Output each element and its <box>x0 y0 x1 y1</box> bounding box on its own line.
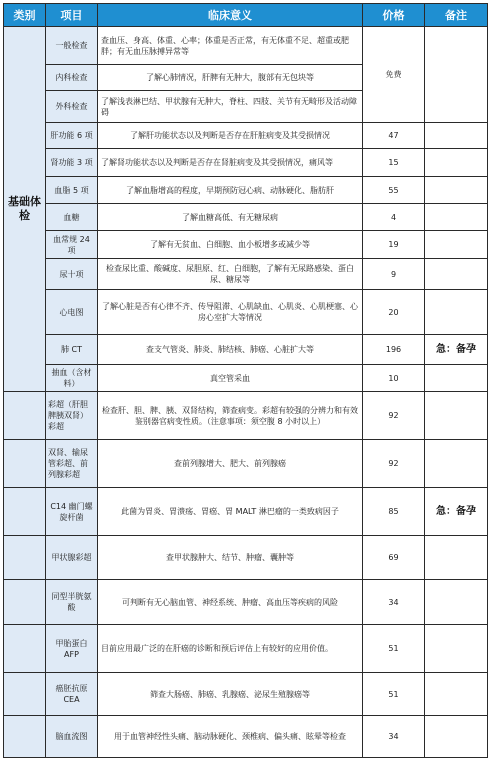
meaning-cell: 了解血糖高低、有无糖尿病 <box>98 204 363 231</box>
item-cell: 外科检查 <box>46 91 98 123</box>
item-cell: 彩超（肝胆脾胰双肾）彩超 <box>46 392 98 440</box>
header-row <box>4 4 488 27</box>
price-cell: 9 <box>363 259 425 290</box>
header-note: 备注 <box>425 4 488 27</box>
table-row <box>4 716 488 758</box>
meaning-cell: 检查尿比重、酸碱度、尿胆原、红、白细胞，了解有无尿路感染、蛋白尿、糖尿等 <box>98 259 363 290</box>
price-cell: 34 <box>363 716 425 758</box>
table-row <box>4 123 488 149</box>
price-cell: 4 <box>363 204 425 231</box>
table-row <box>4 290 488 335</box>
header-category: 类别 <box>4 4 46 27</box>
table-row <box>4 392 488 440</box>
note-cell: 急：备孕 <box>425 335 488 365</box>
item-cell: 血脂 5 项 <box>46 177 98 204</box>
table-row <box>4 625 488 673</box>
exam-price-sheet <box>3 3 488 758</box>
item-cell: 甲胎蛋白 AFP <box>46 625 98 673</box>
price-cell: 196 <box>363 335 425 365</box>
header-meaning: 临床意义 <box>98 4 363 27</box>
note-cell <box>425 204 488 231</box>
meaning-cell: 此菌为胃炎、胃溃疡、胃癌、胃 MALT 淋巴瘤的一类致病因子 <box>98 488 363 536</box>
note-cell <box>425 392 488 440</box>
meaning-cell: 查血压、身高、体重、心率；体重是否正常，有无体重不足、超重或肥胖；有无血压脉搏异常等 <box>98 27 363 65</box>
item-cell: 心电图 <box>46 290 98 335</box>
meaning-cell: 了解有无贫血、白细胞、血小板增多或减少等 <box>98 231 363 259</box>
note-cell <box>425 259 488 290</box>
category-cell: 基础体检 <box>4 27 46 392</box>
meaning-cell: 了解浅表淋巴结、甲状腺有无肿大，脊柱、四肢、关节有无畸形及活动障碍 <box>98 91 363 123</box>
note-cell <box>425 716 488 758</box>
meaning-cell: 目前应用最广泛的在肝癌的诊断和预后评估上有较好的应用价值。 <box>98 625 363 673</box>
header-item: 项目 <box>46 4 98 27</box>
note-cell <box>425 177 488 204</box>
price-cell: 20 <box>363 290 425 335</box>
price-cell: 51 <box>363 673 425 716</box>
item-cell: 一般检查 <box>46 27 98 65</box>
header-price: 价格 <box>363 4 425 27</box>
item-cell: 肺 CT <box>46 335 98 365</box>
meaning-cell: 用于血管神经性头痛、脑动脉硬化、颈椎病、偏头痛、眩晕等检查 <box>98 716 363 758</box>
item-cell: 抽血（含材料） <box>46 365 98 392</box>
item-cell: C14 幽门螺旋杆菌 <box>46 488 98 536</box>
table-row <box>4 259 488 290</box>
table-row <box>4 365 488 392</box>
item-cell: 同型半胱氨酸 <box>46 580 98 625</box>
item-cell: 脑血流图 <box>46 716 98 758</box>
table-row <box>4 204 488 231</box>
table-row <box>4 673 488 716</box>
meaning-cell: 查甲状腺肿大、结节、肿瘤、囊肿等 <box>98 536 363 580</box>
item-cell: 尿十项 <box>46 259 98 290</box>
item-cell: 癌胚抗原 CEA <box>46 673 98 716</box>
price-cell: 34 <box>363 580 425 625</box>
meaning-cell: 了解心脏是否有心律不齐、传导阻滞、心肌缺血、心肌炎、心肌梗塞、心房心室扩大等情况 <box>98 290 363 335</box>
note-cell <box>425 149 488 177</box>
meaning-cell: 检查肝、胆、脾、胰、双肾结构，筛查病变。彩超有较强的分辨力和有效鉴别器官病变性质。（注意事项：须空腹 8 小时以上） <box>98 392 363 440</box>
table-row <box>4 149 488 177</box>
note-cell <box>425 231 488 259</box>
table-row <box>4 536 488 580</box>
exam-table <box>3 3 488 758</box>
item-cell: 血糖 <box>46 204 98 231</box>
meaning-cell: 查前列腺增大、肥大、前列腺癌 <box>98 440 363 488</box>
note-cell <box>425 673 488 716</box>
price-cell: 免费 <box>363 27 425 123</box>
price-cell: 92 <box>363 440 425 488</box>
item-cell: 内科检查 <box>46 65 98 91</box>
price-cell: 47 <box>363 123 425 149</box>
note-cell <box>425 580 488 625</box>
note-cell <box>425 440 488 488</box>
price-cell: 10 <box>363 365 425 392</box>
meaning-cell: 查支气管炎、肺炎、肺结核、肺癌、心脏扩大等 <box>98 335 363 365</box>
table-row <box>4 231 488 259</box>
item-cell: 甲状腺彩超 <box>46 536 98 580</box>
table-row <box>4 177 488 204</box>
note-cell <box>425 123 488 149</box>
meaning-cell: 了解心肺情况，肝脾有无肿大，腹部有无包块等 <box>98 65 363 91</box>
meaning-cell: 了解肾功能状态以及判断是否存在肾脏病变及其受损情况，痛风等 <box>98 149 363 177</box>
note-cell: 急：备孕 <box>425 488 488 536</box>
table-row <box>4 440 488 488</box>
price-cell: 85 <box>363 488 425 536</box>
meaning-cell: 了解血脂增高的程度，早期预防冠心病、动脉硬化、脂肪肝 <box>98 177 363 204</box>
meaning-cell: 真空管采血 <box>98 365 363 392</box>
item-cell: 肾功能 3 项 <box>46 149 98 177</box>
price-cell: 69 <box>363 536 425 580</box>
note-cell <box>425 625 488 673</box>
price-cell: 92 <box>363 392 425 440</box>
meaning-cell: 筛查大肠癌、肺癌、乳腺癌、泌尿生殖腺癌等 <box>98 673 363 716</box>
note-cell <box>425 536 488 580</box>
item-cell: 血常规 24 项 <box>46 231 98 259</box>
item-cell: 双肾、输尿管彩超、前列腺彩超 <box>46 440 98 488</box>
table-row <box>4 580 488 625</box>
table-row <box>4 27 488 65</box>
price-cell: 51 <box>363 625 425 673</box>
note-cell <box>425 27 488 123</box>
meaning-cell: 可判断有无心脑血管、神经系统、肿瘤、高血压等疾病的风险 <box>98 580 363 625</box>
table-row <box>4 335 488 365</box>
price-cell: 19 <box>363 231 425 259</box>
note-cell <box>425 290 488 335</box>
meaning-cell: 了解肝功能状态以及判断是否存在肝脏病变及其受损情况 <box>98 123 363 149</box>
item-cell: 肝功能 6 项 <box>46 123 98 149</box>
price-cell: 55 <box>363 177 425 204</box>
price-cell: 15 <box>363 149 425 177</box>
table-row <box>4 488 488 536</box>
note-cell <box>425 365 488 392</box>
